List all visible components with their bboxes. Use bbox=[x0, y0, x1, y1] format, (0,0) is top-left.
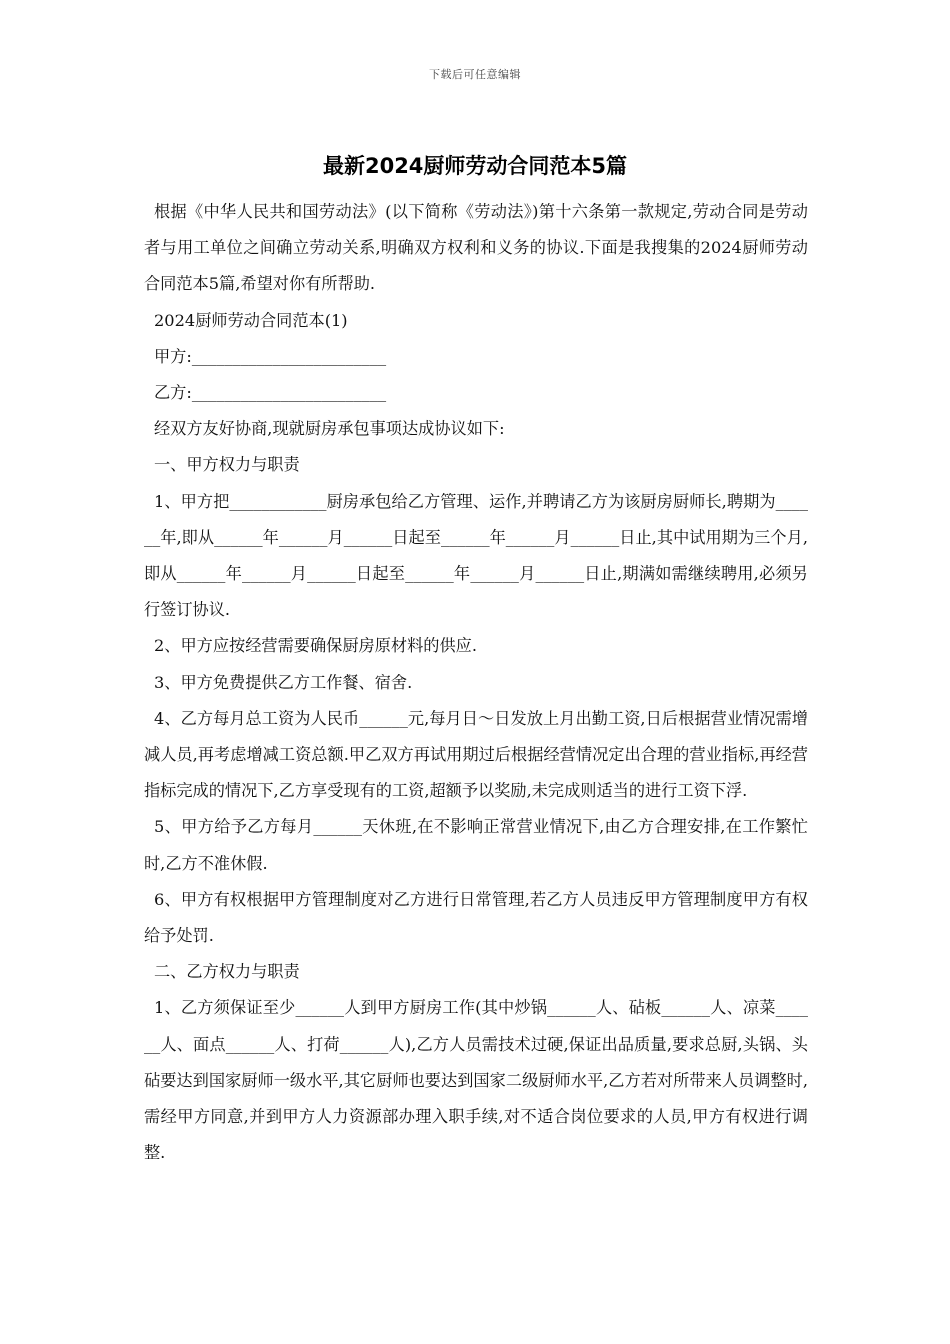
clause-a-3: 3、甲方免费提供乙方工作餐、宿舍. bbox=[154, 672, 413, 692]
party-b-line: 乙方:________________________ bbox=[154, 383, 387, 403]
clause-a-6: 6、甲方有权根据甲方管理制度对乙方进行日常管理,若乙方人员违反甲方管理制度甲方有权给予处罚. bbox=[144, 889, 808, 946]
header-note: 下载后可任意编辑 bbox=[429, 68, 521, 81]
clause-b-1: 1、乙方须保证至少______人到甲方厨房工作(其中炒锅______人、砧板______人、凉菜______人、面点______人、打荷______人),乙方人员需技术过硬,保证出品质量,要求总厨,头锅、头砧要达到国家厨师一级水平,其它厨师也要达到国家二级厨师水平,乙方若对所带来人员调整时,需经甲方同意,并到甲方人力资源部办理入职手续,对不适合岗位要求的人员,甲方有权进行调整. bbox=[144, 998, 808, 1163]
party-a-line: 甲方:________________________ bbox=[154, 346, 387, 366]
intro-paragraph: 根据《中华人民共和国劳动法》(以下简称《劳动法》)第十六条第一款规定,劳动合同是劳动者与用工单位之间确立劳动关系,明确双方权利和义务的协议.下面是我搜集的2024厨师劳动合同范本5篇,希望对你有所帮助. bbox=[144, 202, 808, 294]
clause-a-1: 1、甲方把____________厨房承包给乙方管理、运作,并聘请乙方为该厨房厨师长,聘期为______年,即从______年______月______日起至______年______月______日止,其中试用期为三个月,即从______年______月______日起至______年______月______日止,期满如需继续聘用,必须另行签订协议. bbox=[144, 491, 808, 620]
section-heading-party-b: 二、乙方权力与职责 bbox=[154, 962, 300, 982]
document-body bbox=[144, 194, 808, 1171]
section-heading-party-a: 一、甲方权力与职责 bbox=[154, 455, 300, 475]
contract-subtitle: 2024厨师劳动合同范本(1) bbox=[154, 310, 348, 330]
clause-a-2: 2、甲方应按经营需要确保厨房原材料的供应. bbox=[154, 636, 478, 656]
document-title: 最新2024厨师劳动合同范本5篇 bbox=[322, 154, 628, 178]
agreement-preamble: 经双方友好协商,现就厨房承包事项达成协议如下: bbox=[154, 419, 505, 439]
clause-a-4: 4、乙方每月总工资为人民币______元,每月日～日发放上月出勤工资,日后根据营业情况需增减人员,再考虑增减工资总额.甲乙双方再试用期过后根据经营情况定出合理的营业指标,再经营指标完成的情况下,乙方享受现有的工资,超额予以奖励,未完成则适当的进行工资下浮. bbox=[144, 708, 808, 801]
clause-a-5: 5、甲方给予乙方每月______天休班,在不影响正常营业情况下,由乙方合理安排,在工作繁忙时,乙方不准休假. bbox=[144, 817, 808, 873]
